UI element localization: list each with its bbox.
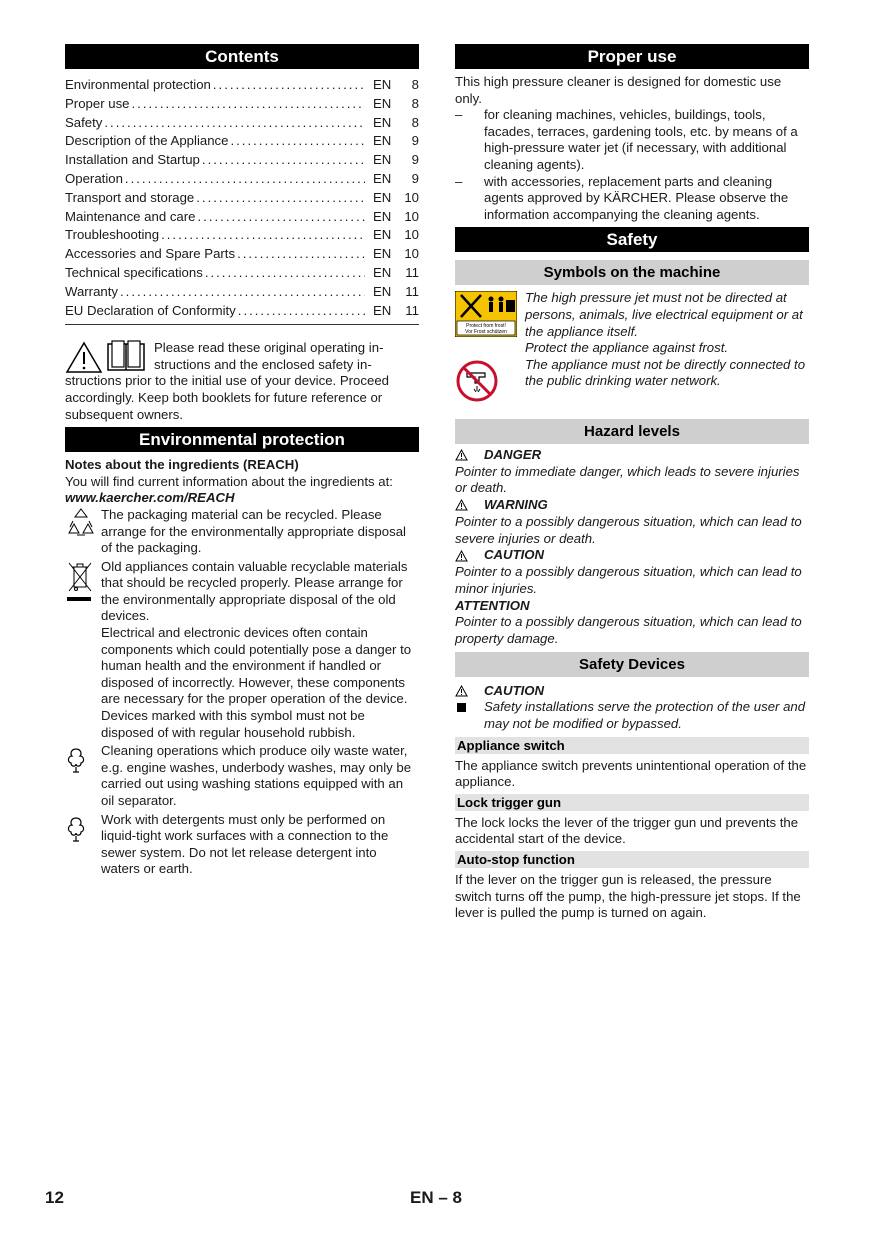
contents-heading: Contents bbox=[65, 44, 419, 69]
toc-title: Description of the Appliance bbox=[65, 133, 229, 149]
toc-leader-dots bbox=[196, 208, 366, 227]
hazard-text: Pointer to a possibly dangerous situation, which can lead to minor injuries. bbox=[455, 564, 802, 596]
toc-leader-dots bbox=[194, 189, 365, 208]
toc-leader-dots bbox=[118, 283, 365, 302]
toc-page-number: 11 bbox=[405, 264, 419, 280]
toc-entry[interactable] bbox=[65, 189, 419, 208]
symbol-jet-frost bbox=[455, 290, 809, 356]
toc-leader-dots bbox=[102, 114, 365, 133]
frost-label-de: Vor Frost schützen bbox=[465, 329, 507, 336]
page-number: 12 bbox=[45, 1188, 64, 1207]
toc-language: EN bbox=[373, 170, 392, 186]
auto-stop-text: If the lever on the trigger gun is released, the pressure switch turns off the pump, the high-pressure jet stops. If the lever is pulled the pump is turned on again. bbox=[455, 872, 801, 921]
toc-page-number: 10 bbox=[404, 189, 419, 205]
toc-title: Maintenance and care bbox=[65, 208, 196, 224]
devices-caution-label: CAUTION bbox=[484, 682, 545, 698]
toc-page-number: 9 bbox=[411, 152, 419, 168]
intro-rest: structions prior to the initial use of your device. Proceed accordingly. Keep both booklets for future reference or subsequent owners. bbox=[65, 373, 389, 422]
toc-title: Installation and Startup bbox=[65, 152, 200, 168]
detergents-text: Work with detergents must only be performed on liquid-tight work surfaces with a connection to the sewer system. Do not let release detergent into waters or earth. bbox=[101, 811, 389, 877]
proper-use-intro: This high pressure cleaner is designed for domestic use only. bbox=[455, 74, 782, 106]
toc-page-number: 8 bbox=[411, 77, 419, 92]
devices-caution bbox=[455, 682, 809, 699]
hazard-text: Pointer to a possibly dangerous situation, which can lead to severe injuries or death. bbox=[455, 513, 802, 546]
toc-language: EN bbox=[373, 227, 392, 243]
proper-use-item-text: with accessories, replacement parts and cleaning agents approved by KÄRCHER. Please observe the information accompanying the cleaning agents. bbox=[484, 173, 789, 222]
toc-title: Operation bbox=[65, 170, 123, 186]
detergents-note bbox=[65, 812, 419, 878]
lock-trigger-heading: Lock trigger gun bbox=[455, 794, 809, 811]
electrical-text: Electrical and electronic devices often contain components which could potentially pose a danger to human health and the environment if handled or disposed of incorrectly. However, these components are necessary for the proper operation of the device. Devices marked with this symbol must not be disposed of with regular household rubbish. bbox=[101, 625, 412, 740]
packaging-note bbox=[65, 507, 419, 557]
toc-title: Proper use bbox=[65, 95, 130, 111]
toc-title: Technical specifications bbox=[65, 264, 203, 280]
toc-language: EN bbox=[373, 208, 392, 224]
intro-line-1: Please read these original operating in- bbox=[154, 340, 384, 356]
toc-language: EN bbox=[373, 246, 392, 262]
bullet-square-icon bbox=[457, 703, 466, 712]
hazard-list bbox=[455, 447, 809, 648]
environment-tree-icon bbox=[65, 747, 87, 773]
hazard-label: CAUTION bbox=[484, 547, 545, 563]
intro-note bbox=[65, 340, 419, 423]
warning-triangle-icon bbox=[455, 684, 484, 698]
toc-title: Accessories and Spare Parts bbox=[65, 246, 236, 262]
attention-label: ATTENTION bbox=[455, 598, 530, 614]
toc-title: EU Declaration of Conformity bbox=[65, 302, 236, 318]
toc-entry[interactable] bbox=[65, 132, 419, 151]
toc-page-number: 9 bbox=[411, 133, 419, 149]
devices-bullet bbox=[455, 699, 809, 732]
toc-page-number: 8 bbox=[411, 95, 419, 111]
toc-leader-dots bbox=[123, 170, 365, 189]
hazard-label: WARNING bbox=[484, 497, 548, 513]
proper-use-item bbox=[455, 174, 809, 224]
attention-text: Pointer to a possibly dangerous situation, which can lead to property damage. bbox=[455, 614, 802, 646]
environment-tree-icon bbox=[65, 816, 87, 842]
reach-text: You will find current information about the ingredients at: bbox=[65, 473, 393, 489]
toc-title: Warranty bbox=[65, 283, 119, 299]
toc-language: EN bbox=[373, 114, 392, 130]
left-column bbox=[65, 44, 419, 878]
devices-bullet-text: Safety installations serve the protection of the user and may not be modified or bypassed. bbox=[484, 699, 806, 732]
right-column bbox=[455, 44, 809, 922]
toc-entry[interactable] bbox=[65, 245, 419, 264]
symbol-jet-text: The high pressure jet must not be directed at persons, animals, live electrical equipment or at the appliance itself. bbox=[525, 290, 803, 339]
toc-leader-dots bbox=[203, 264, 365, 283]
frost-label-en: Protect from frost! bbox=[466, 323, 506, 330]
warning-triangle-icon bbox=[455, 549, 484, 563]
toc-leader-dots bbox=[211, 76, 365, 95]
crossed-bin-icon bbox=[65, 559, 95, 605]
toc-page-number: 11 bbox=[405, 302, 419, 318]
toc-page-number: 10 bbox=[404, 227, 419, 243]
symbol-frost-text: Protect the appliance against frost. bbox=[525, 340, 729, 356]
toc-entry[interactable] bbox=[65, 283, 419, 302]
toc-leader-dots bbox=[235, 245, 365, 264]
warning-and-manual-icon bbox=[65, 340, 149, 374]
toc-entry[interactable] bbox=[65, 114, 419, 133]
symbols-heading: Symbols on the machine bbox=[455, 260, 809, 285]
lock-trigger-text: The lock locks the lever of the trigger gun und prevents the accidental start of the device. bbox=[455, 814, 799, 847]
reach-url[interactable]: www.kaercher.com/REACH bbox=[65, 490, 235, 506]
toc-entry[interactable] bbox=[65, 302, 419, 321]
toc-language: EN bbox=[373, 95, 392, 111]
safety-heading: Safety bbox=[455, 227, 809, 252]
auto-stop-heading: Auto-stop function bbox=[455, 851, 809, 868]
proper-use-item-text: for cleaning machines, vehicles, buildings, tools, facades, terraces, gardening tools, etc. by means of a high-pressure water jet (if necessary, with additional cleaning agents). bbox=[484, 107, 798, 172]
high-pressure-jet-warning-icon bbox=[455, 291, 517, 337]
toc-language: EN bbox=[373, 189, 392, 205]
toc-title: Safety bbox=[65, 114, 103, 130]
toc-language: EN bbox=[373, 133, 392, 149]
toc-entry[interactable] bbox=[65, 208, 419, 227]
safety-devices-heading: Safety Devices bbox=[455, 652, 809, 677]
toc-page-number: 10 bbox=[404, 208, 419, 224]
toc-entry[interactable] bbox=[65, 151, 419, 170]
toc-entry[interactable] bbox=[65, 95, 419, 114]
toc-leader-dots bbox=[130, 95, 365, 114]
intro-line-2: structions and the enclosed safety in- bbox=[154, 356, 372, 372]
dash-marker: – bbox=[455, 173, 463, 189]
environmental-heading: Environmental protection bbox=[65, 427, 419, 452]
toc-entry[interactable] bbox=[65, 76, 419, 95]
warning-triangle-icon bbox=[455, 448, 484, 462]
toc-page-number: 8 bbox=[411, 114, 419, 130]
hazard-levels-heading: Hazard levels bbox=[455, 419, 809, 444]
toc-language: EN bbox=[373, 77, 392, 92]
toc-title: Environmental protection bbox=[65, 77, 211, 92]
toc-language: EN bbox=[373, 264, 392, 280]
toc-entry[interactable] bbox=[65, 226, 419, 245]
reach-heading: Notes about the ingredients (REACH) bbox=[65, 457, 299, 473]
appliance-switch-text: The appliance switch prevents unintentional operation of the appliance. bbox=[455, 757, 807, 790]
hazard-text: Pointer to immediate danger, which leads to severe injuries or death. bbox=[455, 463, 800, 496]
symbol-drinking-water bbox=[455, 357, 809, 407]
toc-entry[interactable] bbox=[65, 264, 419, 283]
toc-page-number: 11 bbox=[405, 283, 419, 299]
recycling-icon bbox=[65, 507, 97, 537]
oily-waste-text: Cleaning operations which produce oily waste water, e.g. engine washes, underbody washes, may only be carried out using washing stations equipped with an oil separator. bbox=[101, 743, 412, 809]
hazard-label: DANGER bbox=[484, 446, 542, 462]
symbol-water-text: The appliance must not be directly connected to the public drinking water network. bbox=[525, 356, 806, 389]
toc-title: Troubleshooting bbox=[65, 227, 160, 243]
appliance-switch-heading: Appliance switch bbox=[455, 737, 809, 754]
no-drinking-water-connection-icon bbox=[455, 359, 499, 403]
dash-marker: – bbox=[455, 107, 463, 123]
proper-use-item bbox=[455, 107, 809, 173]
toc-language: EN bbox=[373, 152, 392, 168]
old-appliances-note bbox=[65, 559, 419, 742]
toc-page-number: 10 bbox=[404, 246, 419, 262]
toc-language: EN bbox=[373, 283, 392, 299]
table-of-contents bbox=[65, 76, 419, 325]
language-page-marker: EN – 8 bbox=[410, 1188, 462, 1207]
toc-language: EN bbox=[373, 302, 392, 318]
old-appliances-text: Old appliances contain valuable recyclable materials that should be recycled properly. Please arrange for the environmentally appropriate disposal of the old devices. bbox=[101, 558, 408, 624]
toc-page-number: 9 bbox=[411, 170, 419, 186]
oily-waste-note bbox=[65, 743, 419, 809]
warning-triangle-icon bbox=[455, 498, 484, 512]
toc-leader-dots bbox=[236, 302, 365, 321]
packaging-text: The packaging material can be recycled. Please arrange for the environmentally appropriate disposal of the packaging. bbox=[101, 506, 406, 556]
toc-leader-dots bbox=[159, 226, 365, 245]
proper-use-heading: Proper use bbox=[455, 44, 809, 69]
toc-leader-dots bbox=[228, 132, 365, 151]
toc-title: Transport and storage bbox=[65, 189, 195, 205]
hazard-item bbox=[455, 547, 809, 597]
toc-entry[interactable] bbox=[65, 170, 419, 189]
toc-leader-dots bbox=[200, 151, 365, 170]
hazard-item bbox=[455, 497, 809, 547]
hazard-item bbox=[455, 447, 809, 497]
